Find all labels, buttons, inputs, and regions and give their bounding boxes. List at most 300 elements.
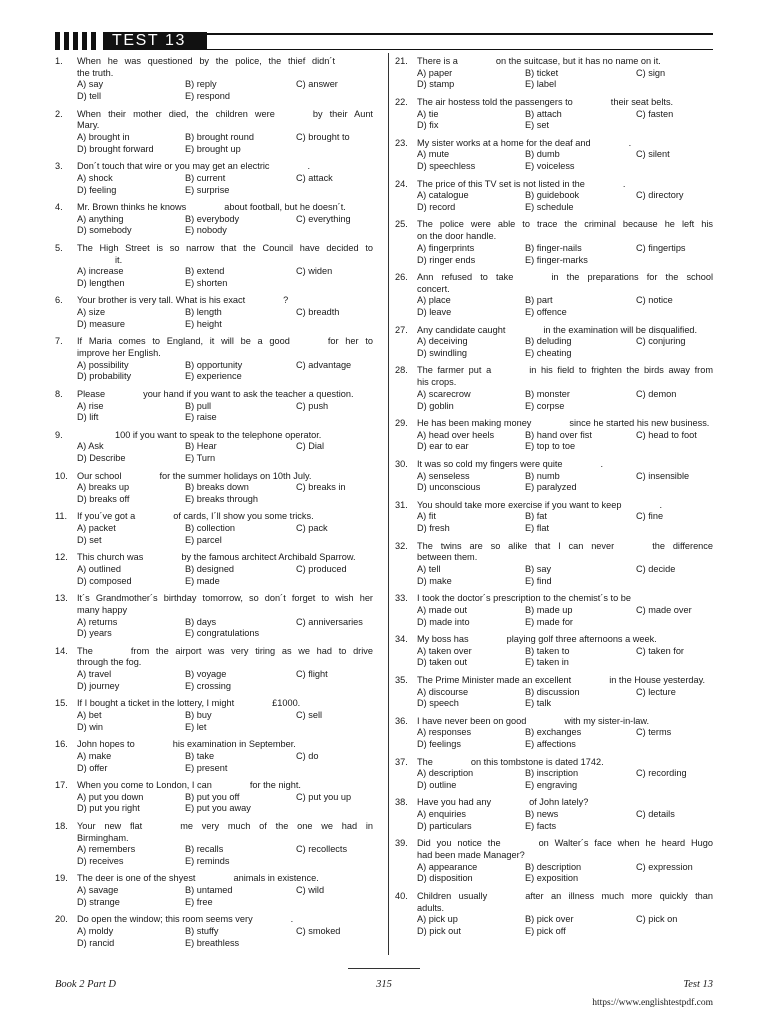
option-row <box>77 681 373 693</box>
option-row <box>417 698 713 710</box>
option-row <box>417 926 713 938</box>
option-a: A) paper <box>417 67 453 78</box>
question-item <box>55 430 373 465</box>
option-b: B) dumb <box>525 149 560 160</box>
answer-blank <box>290 343 328 344</box>
question-item <box>395 56 713 91</box>
option-e: E) brought up <box>185 143 241 154</box>
question-stem <box>77 202 373 214</box>
question-item <box>55 109 373 156</box>
question-stem <box>77 739 373 751</box>
stem-text: The price of this TV set is not listed in the <box>417 178 585 189</box>
option-a: A) deceiving <box>417 336 468 347</box>
answer-blank <box>142 828 180 829</box>
option-a: A) put you down <box>77 791 144 802</box>
stem-line <box>417 272 713 284</box>
option-c: C) sign <box>636 67 666 78</box>
question-body <box>417 500 713 535</box>
stem-text: for her to <box>327 336 373 347</box>
option-e: E) affections <box>525 739 576 750</box>
option-e: E) Turn <box>185 453 216 464</box>
option-a: A) brought in <box>77 131 130 142</box>
question-number: 19. <box>55 873 68 884</box>
option-row <box>417 482 713 494</box>
stem-line <box>77 56 373 68</box>
stem-line <box>417 325 713 337</box>
question-stem <box>417 675 713 687</box>
stem-line <box>77 698 373 710</box>
option-d: D) pick out <box>417 925 461 936</box>
question-number: 18. <box>55 820 68 831</box>
stem-line <box>77 593 373 605</box>
option-c: C) fine <box>636 511 664 522</box>
option-row <box>417 809 713 821</box>
option-a: A) catalogue <box>417 190 469 201</box>
option-b: B) untamed <box>185 885 233 896</box>
stem-text: This church was <box>77 552 144 563</box>
option-b: B) length <box>185 307 222 318</box>
option-row <box>417 576 713 588</box>
question-stem <box>417 838 713 861</box>
option-e: E) made for <box>525 616 573 627</box>
option-row <box>417 161 713 173</box>
answer-blank <box>614 548 652 549</box>
question-stem <box>417 757 713 769</box>
option-b: B) extend <box>185 266 225 277</box>
option-row <box>417 727 713 739</box>
option-e: E) set <box>525 120 549 131</box>
answer-blank <box>77 262 115 263</box>
option-e: E) raise <box>185 412 217 423</box>
question-item <box>395 272 713 319</box>
option-row <box>417 657 713 669</box>
stem-text: The air hostess told the passengers to <box>417 96 573 107</box>
question-item <box>395 634 713 669</box>
stem-text: by the famous architect Archibald Sparrow. <box>181 552 356 563</box>
stem-text: your hand if you want to ask the teacher a question. <box>143 388 354 399</box>
option-a: A) possibility <box>77 359 129 370</box>
stem-text: in the preparations for the school <box>551 272 713 282</box>
stem-text: on Walter´s face when he heard Hugo <box>538 838 713 849</box>
stem-line <box>417 797 713 809</box>
option-a: A) returns <box>77 616 118 627</box>
header-stripe <box>73 32 78 50</box>
stem-text: through the fog. <box>77 657 142 668</box>
stem-line <box>417 634 713 646</box>
stem-text: concert. <box>417 283 450 294</box>
question-body <box>77 471 373 506</box>
option-c: C) answer <box>296 79 338 90</box>
question-stem <box>77 646 373 669</box>
question-body <box>417 797 713 832</box>
stem-text: about football, but he doesn´t. <box>224 201 346 212</box>
stem-line <box>77 243 373 255</box>
option-row <box>417 617 713 629</box>
option-c: C) push <box>296 400 329 411</box>
option-row <box>77 576 373 588</box>
option-a: A) size <box>77 307 106 318</box>
option-c: C) expression <box>636 861 693 872</box>
option-c: C) put you up <box>296 791 352 802</box>
option-a: A) made out <box>417 604 468 615</box>
option-row <box>77 360 373 372</box>
option-d: D) outline <box>417 779 457 790</box>
option-row <box>77 897 373 909</box>
option-row <box>417 430 713 442</box>
stem-line <box>417 418 713 430</box>
question-body <box>417 459 713 494</box>
option-d: D) record <box>417 201 456 212</box>
stem-text: Your brother is very tall. What is his exact <box>77 295 246 306</box>
option-d: D) ringer ends <box>417 254 476 265</box>
option-c: C) decide <box>636 563 676 574</box>
option-row <box>417 739 713 751</box>
option-e: E) corpse <box>525 400 565 411</box>
option-row <box>77 453 373 465</box>
stem-text: with my sister-in-law. <box>564 715 650 726</box>
option-a: A) head over heels <box>417 429 495 440</box>
question-body <box>77 821 373 868</box>
answer-blank <box>186 209 224 210</box>
option-e: E) taken in <box>525 657 569 668</box>
question-item <box>55 202 373 237</box>
option-d: D) made into <box>417 616 470 627</box>
option-e: E) experience <box>185 371 242 382</box>
stem-text: adults. <box>417 902 445 913</box>
option-c: C) smoked <box>296 925 341 936</box>
question-number: 34. <box>395 633 408 644</box>
question-item <box>55 552 373 587</box>
option-b: B) exchanges <box>525 727 582 738</box>
option-row <box>77 225 373 237</box>
option-b: B) reply <box>185 79 217 90</box>
question-number: 24. <box>395 178 408 189</box>
option-c: C) terms <box>636 727 672 738</box>
question-number: 10. <box>55 470 68 481</box>
question-body <box>77 552 373 587</box>
option-row <box>417 336 713 348</box>
stem-text: from the airport was very tiring as we had to drive <box>130 645 373 656</box>
stem-text: of cards, I´ll show you some tricks. <box>173 511 314 522</box>
option-e: E) free <box>185 896 213 907</box>
option-a: A) savage <box>77 885 119 896</box>
question-stem <box>417 365 713 388</box>
stem-line <box>77 430 373 442</box>
stem-text: the truth. <box>77 67 114 78</box>
option-c: C) flight <box>296 669 328 680</box>
option-e: E) voiceless <box>525 161 575 172</box>
option-d: D) put you right <box>77 803 140 814</box>
question-number: 40. <box>395 890 408 901</box>
option-d: D) fix <box>417 120 439 131</box>
option-d: D) offer <box>77 762 108 773</box>
option-row <box>77 856 373 868</box>
option-e: E) top to toe <box>525 441 576 452</box>
option-row <box>77 617 373 629</box>
option-row <box>77 926 373 938</box>
question-item <box>395 891 713 938</box>
footer-book-label: Book 2 Part D <box>55 979 116 990</box>
question-body <box>417 325 713 360</box>
stem-line <box>417 552 713 564</box>
option-e: E) label <box>525 79 557 90</box>
question-stem <box>77 471 373 483</box>
option-d: D) somebody <box>77 225 132 236</box>
stem-text: If Maria comes to England, it will be a good <box>77 336 290 347</box>
option-row <box>77 710 373 722</box>
option-e: E) shorten <box>185 277 228 288</box>
option-e: E) finger-marks <box>525 254 588 265</box>
stem-line <box>417 231 713 243</box>
question-stem <box>417 716 713 728</box>
option-row <box>417 821 713 833</box>
question-stem <box>77 56 373 79</box>
option-a: A) rise <box>77 400 104 411</box>
option-e: E) paralyzed <box>525 482 577 493</box>
answer-blank <box>135 746 173 747</box>
option-e: E) offence <box>525 307 567 318</box>
stem-text: Mary. <box>77 120 100 131</box>
question-number: 30. <box>395 458 408 469</box>
question-body <box>77 430 373 465</box>
question-number: 5. <box>55 242 63 253</box>
option-row <box>77 564 373 576</box>
header-stripe <box>82 32 87 50</box>
question-item <box>55 780 373 815</box>
option-row <box>417 202 713 214</box>
question-item <box>395 675 713 710</box>
answer-blank <box>121 478 159 479</box>
option-d: D) composed <box>77 575 132 586</box>
option-d: D) fresh <box>417 523 450 534</box>
stem-text: animals in existence. <box>233 873 319 884</box>
question-stem <box>417 459 713 471</box>
answer-blank <box>196 880 234 881</box>
footer-url: https://www.englishtestpdf.com <box>592 998 713 1008</box>
option-b: B) discussion <box>525 686 580 697</box>
question-body <box>77 914 373 949</box>
question-body <box>417 272 713 319</box>
option-row <box>417 109 713 121</box>
stem-line <box>77 336 373 348</box>
stem-text: . <box>290 914 294 925</box>
option-b: B) description <box>525 861 582 872</box>
option-d: D) lengthen <box>77 277 125 288</box>
question-body <box>77 161 373 196</box>
question-number: 22. <box>395 96 408 107</box>
option-b: B) monster <box>525 388 570 399</box>
option-d: D) unconscious <box>417 482 481 493</box>
header-stripe <box>91 32 96 50</box>
option-c: C) silent <box>636 149 670 160</box>
option-a: A) place <box>417 295 451 306</box>
question-stem <box>77 430 373 442</box>
question-body <box>77 873 373 908</box>
question-body <box>417 757 713 792</box>
option-d: D) probability <box>77 371 132 382</box>
option-row <box>77 482 373 494</box>
stem-text: I have never been on good <box>417 715 527 726</box>
question-item <box>395 500 713 535</box>
stem-text: in the examination will be disqualified. <box>543 324 698 335</box>
question-stem <box>77 873 373 885</box>
option-row <box>77 173 373 185</box>
option-b: B) inscription <box>525 768 579 779</box>
option-b: B) stuffy <box>185 925 219 936</box>
question-body <box>77 698 373 733</box>
option-e: E) height <box>185 318 222 329</box>
question-item <box>395 179 713 214</box>
option-b: B) opportunity <box>185 359 243 370</box>
option-e: E) find <box>525 575 552 586</box>
option-d: D) speechless <box>417 161 476 172</box>
option-row <box>77 763 373 775</box>
option-b: B) news <box>525 809 559 820</box>
option-c: C) taken for <box>636 645 684 656</box>
stem-text: The <box>417 756 433 767</box>
stem-line <box>77 120 373 132</box>
stem-text: The High Street is so narrow that the Council have decided to <box>77 242 373 253</box>
question-item <box>395 541 713 588</box>
question-body <box>77 593 373 640</box>
stem-line <box>417 459 713 471</box>
stem-line <box>417 365 713 377</box>
option-a: A) description <box>417 768 474 779</box>
question-item <box>395 757 713 792</box>
option-c: C) demon <box>636 388 677 399</box>
answer-blank <box>631 600 669 601</box>
question-stem <box>77 821 373 844</box>
option-a: A) outlined <box>77 563 121 574</box>
question-number: 3. <box>55 161 63 172</box>
question-stem <box>77 243 373 266</box>
option-row <box>77 669 373 681</box>
stem-text: Children usually <box>417 890 488 901</box>
question-stem <box>77 552 373 564</box>
option-row <box>77 319 373 331</box>
question-stem <box>417 891 713 914</box>
stem-text: When their mother died, the children were <box>77 108 275 119</box>
option-b: B) taken to <box>525 645 570 656</box>
option-e: E) pick off <box>525 925 566 936</box>
question-stem <box>77 780 373 792</box>
option-b: B) recalls <box>185 844 224 855</box>
stem-text: by their Aunt <box>312 108 373 119</box>
option-b: B) fat <box>525 511 547 522</box>
option-row <box>77 144 373 156</box>
answer-blank <box>105 396 143 397</box>
answer-blank <box>591 145 629 146</box>
option-c: C) lecture <box>636 686 676 697</box>
stem-line <box>77 68 373 80</box>
option-row <box>77 278 373 290</box>
option-e: E) breathless <box>185 937 240 948</box>
option-d: D) goblin <box>417 400 454 411</box>
stem-text: me very much of the one we had in <box>180 820 374 831</box>
option-b: B) finger-nails <box>525 242 582 253</box>
option-b: B) put you off <box>185 791 240 802</box>
question-stem <box>417 634 713 646</box>
question-item <box>395 219 713 266</box>
stem-text: My sister works at a home for the deaf and <box>417 137 591 148</box>
answer-blank <box>335 63 373 64</box>
option-a: A) packet <box>77 523 116 534</box>
option-d: D) years <box>77 628 112 639</box>
option-c: C) breaks in <box>296 482 346 493</box>
option-e: E) schedule <box>525 201 574 212</box>
stem-text: of John lately? <box>529 797 589 808</box>
question-item <box>55 698 373 733</box>
option-row <box>417 564 713 576</box>
stem-text: You should take more exercise if you want to keep <box>417 499 622 510</box>
stem-text: There is a <box>417 56 458 66</box>
question-body <box>417 138 713 173</box>
option-b: B) days <box>185 616 217 627</box>
option-a: A) discourse <box>417 686 469 697</box>
question-stem <box>417 56 713 68</box>
question-body <box>417 97 713 132</box>
question-stem <box>77 698 373 710</box>
option-d: D) tell <box>77 91 101 102</box>
option-row <box>77 132 373 144</box>
question-number: 23. <box>395 137 408 148</box>
option-d: D) win <box>77 721 104 732</box>
option-c: C) brought to <box>296 131 350 142</box>
answer-blank <box>469 641 507 642</box>
stem-text: his examination in September. <box>172 739 296 750</box>
option-b: B) breaks down <box>185 482 249 493</box>
stem-line <box>417 716 713 728</box>
stem-text: Mr. Brown thinks he knows <box>77 201 187 212</box>
question-number: 37. <box>395 756 408 767</box>
option-c: C) widen <box>296 266 333 277</box>
stem-line <box>417 97 713 109</box>
answer-blank <box>585 186 623 187</box>
stem-text: . <box>659 499 663 510</box>
option-row <box>77 401 373 413</box>
option-a: A) senseless <box>417 470 470 481</box>
option-a: A) Ask <box>77 441 104 452</box>
question-number: 21. <box>395 56 408 66</box>
stem-text: . <box>622 178 626 189</box>
option-row <box>417 255 713 267</box>
option-row <box>417 873 713 885</box>
stem-line <box>417 219 713 231</box>
option-d: D) feeling <box>77 184 117 195</box>
question-number: 4. <box>55 201 63 212</box>
option-c: C) fingertips <box>636 242 686 253</box>
footer-rule <box>348 968 420 969</box>
stem-line <box>77 780 373 792</box>
question-number: 26. <box>395 272 408 282</box>
option-row <box>417 190 713 202</box>
question-stem <box>417 272 713 295</box>
option-a: A) appearance <box>417 861 478 872</box>
option-row <box>77 792 373 804</box>
question-body <box>417 634 713 669</box>
option-b: B) made up <box>525 604 573 615</box>
stem-text: 100 if you want to speak to the telephone operator. <box>115 429 322 440</box>
option-row <box>417 389 713 401</box>
question-body <box>417 716 713 751</box>
option-row <box>77 266 373 278</box>
question-body <box>417 418 713 453</box>
option-row <box>77 185 373 197</box>
question-item <box>395 97 713 132</box>
option-b: B) part <box>525 295 553 306</box>
answer-blank <box>501 845 539 846</box>
answer-blank <box>573 104 611 105</box>
